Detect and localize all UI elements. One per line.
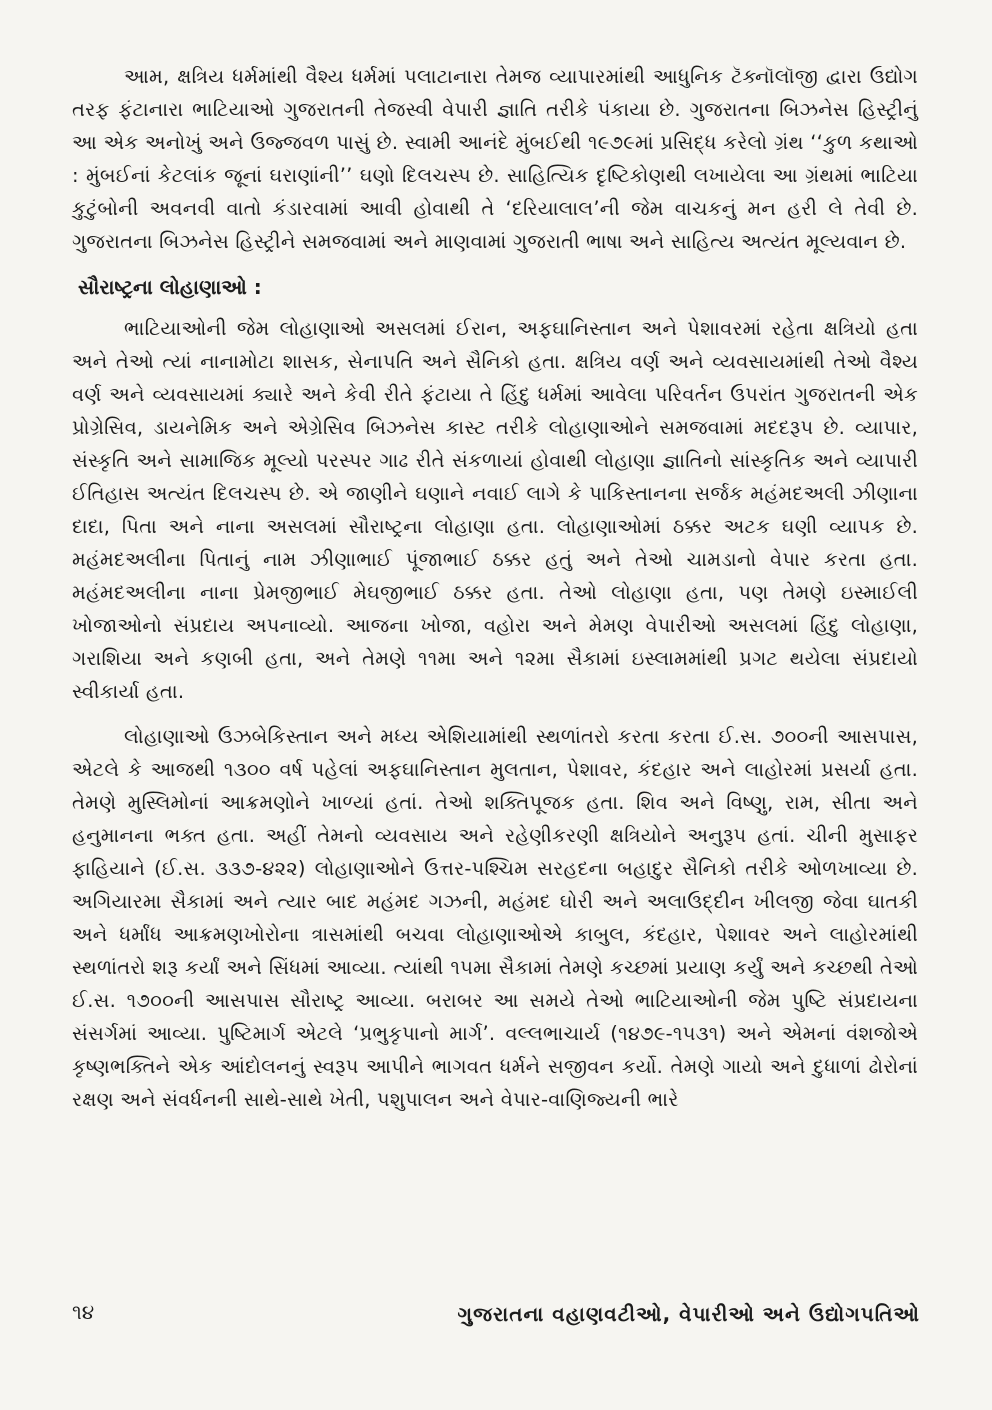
paragraph-lohana-origins: ભાટિયાઓની જેમ લોહાણાઓ અસલમાં ઈરાન, અફઘાનિસ્તાન અને પેશાવરમાં રહેતા ક્ષત્રિયો હતા અને તેઓ ત્યાં નાનામોટા શાસક, સેનાપતિ અને સૈનિકો હતા. ક્ષત્રિય વર્ણ અને વ્યવસાયમાંથી તેઓ વૈશ્ય વર્ણ અને વ્યવસાયમાં ક્યારે અને કેવી રીતે ફંટાયા તે હિંદુ ધર્મમાં આવેલા પરિવર્તન ઉપરાંત ગુજરાતની એક પ્રોગ્રેસિવ, ડાયનેમિક અને એગ્રેસિવ બિઝનેસ કાસ્ટ તરીકે લોહાણાઓને સમજવામાં મદદરૂપ છે. વ્યાપાર, સંસ્કૃતિ અને સામાજિક મૂલ્યો પરસ્પર ગાઢ રીતે સંકળાયાં હોવાથી લોહાણા જ્ઞાતિનો સાંસ્કૃતિક અને વ્યાપારી ઈતિહાસ અત્યંત દિલચસ્પ છે. એ જાણીને ઘણાને નવાઈ લાગે કે પાકિસ્તાનના સર્જક મહંમદઅલી ઝીણાના દાદા, પિતા અને નાના અસલમાં સૌરાષ્ટ્રના લોહાણા હતા. લોહાણાઓમાં ઠક્કર અટક ઘણી વ્યાપક છે. મહંમદઅલીના પિતાનું નામ ઝીણાભાઈ પૂંજાભાઈ ઠક્કર હતું અને તેઓ ચામડાનો વેપાર કરતા હતા. મહંમદઅલીના નાના પ્રેમજીભાઈ મેઘજીભાઈ ઠક્કર હતા. તેઓ લોહાણા હતા, પણ તેમણે ઇસ્માઈલી ખોજાઓનો સંપ્રદાય અપનાવ્યો. આજના ખોજા, વહોરા અને મેમણ વેપારીઓ અસલમાં હિંદુ લોહાણા, ગરાશિયા અને કણબી હતા, અને તેમણે ૧૧મા અને ૧૨મા સૈકામાં ઇસ્લામમાંથી પ્રગટ થયેલા સંપ્રદાયો સ્વીકાર્યા હતા. (72, 317, 918, 703)
running-title: ગુજરાતના વહાણવટીઓ, વેપારીઓ અને ઉદ્યોગપતિઓ (457, 1302, 920, 1326)
paragraph-intro: આમ, ક્ષત્રિય ધર્મમાંથી વૈશ્ય ધર્મમાં પલાટાનારા તેમજ વ્યાપારમાંથી આધુનિક ટૅક્નૉલૉજી દ્વારા ઉદ્યોગ તરફ ફંટાનારા ભાટિયાઓ ગુજરાતની તેજસ્વી વેપારી જ્ઞાતિ તરીકે પંકાયા છે. ગુજરાતના બિઝનેસ હિસ્ટ્રીનું આ એક અનોખું અને ઉજ્જવળ પાસું છે. સ્વામી આનંદે મુંબઈથી ૧૯૭૯માં પ્રસિદ્ધ કરેલો ગ્રંથ ‘‘કુળ કથાઓ : મુંબઈનાં કેટલાંક જૂનાં ઘરાણાંની’’ ઘણો દિલચસ્પ છે. સાહિત્યિક દૃષ્ટિકોણથી લખાયેલા આ ગ્રંથમાં ભાટિયા કુટુંબોની અવનવી વાતો કંડારવામાં આવી હોવાથી તે ‘દરિયાલાલ’ની જેમ વાચકનું મન હરી લે તેવી છે. ગુજરાતના બિઝનેસ હિસ્ટ્રીને સમજવામાં અને માણવામાં ગુજરાતી ભાષા અને સાહિત્ય અત્યંત મૂલ્યવાન છે. (72, 65, 918, 253)
page-body (72, 60, 918, 1128)
section-heading: સૌરાષ્ટ્રના લોહાણાઓ : (78, 275, 262, 299)
page-number: ૧૪ (72, 1300, 95, 1324)
paragraph-lohana-migration: લોહાણાઓ ઉઝબેકિસ્તાન અને મધ્ય એશિયામાંથી સ્થળાંતરો કરતા કરતા ઈ.સ. ૭૦૦ની આસપાસ, એટલે કે આજથી ૧૩૦૦ વર્ષ પહેલાં અફઘાનિસ્તાન મુલતાન, પેશાવર, કંદહાર અને લાહોરમાં પ્રસર્યા હતા. તેમણે મુસ્લિમોનાં આક્રમણોને ખાળ્યાં હતાં. તેઓ શક્તિપૂજક હતા. શિવ અને વિષ્ણુ, રામ, સીતા અને હનુમાનના ભક્ત હતા. અહીં તેમનો વ્યવસાય અને રહેણીકરણી ક્ષત્રિયોને અનુરૂપ હતાં. ચીની મુસાફર ફાહિયાને (ઈ.સ. ૩૩૭-૪૨૨) લોહાણાઓને ઉત્તર-પશ્ચિમ સરહદના બહાદુર સૈનિકો તરીકે ઓળખાવ્યા છે. અગિયારમા સૈકામાં અને ત્યાર બાદ મહંમદ ગઝની, મહંમદ ઘોરી અને અલાઉદ્દીન ખીલજી જેવા ઘાતકી અને ધર્માંધ આક્રમણખોરોના ત્રાસમાંથી બચવા લોહાણાઓએ કાબુલ, કંદહાર, પેશાવર અને લાહોરમાંથી સ્થળાંતરો શરૂ કર્યાં અને સિંધમાં આવ્યા. ત્યાંથી ૧૫મા સૈકામાં તેમણે કચ્છમાં પ્રયાણ કર્યું અને કચ્છથી તેઓ ઈ.સ. ૧૭૦૦ની આસપાસ સૌરાષ્ટ્ર આવ્યા. બરાબર આ સમયે તેઓ ભાટિયાઓની જેમ પુષ્ટિ સંપ્રદાયના સંસર્ગમાં આવ્યા. પુષ્ટિમાર્ગ એટલે ‘પ્રભુકૃપાનો માર્ગ’. વલ્લભાચાર્ય (૧૪૭૯-૧૫૩૧) અને એમનાં વંશજોએ કૃષ્ણભક્તિને એક આંદોલનનું સ્વરૂપ આપીને ભાગવત ધર્મને સજીવન કર્યો. તેમણે ગાયો અને દુધાળાં ઢોરોનાં રક્ષણ અને સંવર્ધનની સાથે-સાથે ખેતી, પશુપાલન અને વેપાર-વાણિજ્યની ભારે (72, 725, 918, 1111)
page-footer (72, 1300, 920, 1340)
